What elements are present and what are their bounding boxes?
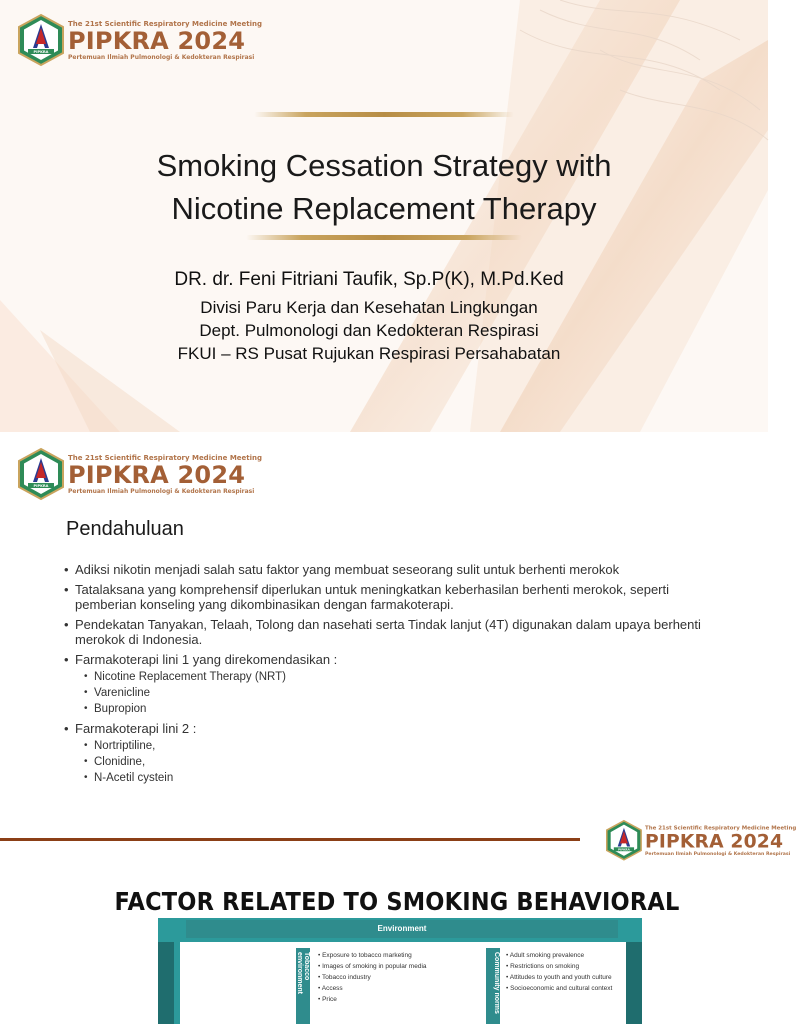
pipkra-badge-icon <box>18 14 64 66</box>
slide-title: FACTOR RELATED TO SMOKING BEHAVIORAL <box>114 887 680 916</box>
community-norms-label <box>486 948 500 1024</box>
diagram-body <box>180 942 626 1024</box>
pipkra-logo <box>18 448 262 500</box>
diagram-item: • Exposure to tobacco marketing <box>318 950 427 961</box>
logo-subtitle: Pertemuan Ilmiah Pulmonologi & Kedokteran Respirasi <box>68 53 255 61</box>
bullet-list <box>64 562 724 790</box>
logo-meeting-text: The 21st Scientific Respiratory Medicine Meeting <box>68 19 263 28</box>
tobacco-environment-label <box>296 948 310 1024</box>
sub-bullet-item: • Varenicline <box>64 685 724 701</box>
diagram-item: • Access <box>318 983 427 994</box>
sub-bullet-item: • N-Acetil cystein <box>64 770 724 786</box>
gold-divider-bottom <box>246 235 522 240</box>
tobacco-environment-list <box>318 950 427 1005</box>
diagram-header: Environment <box>186 920 618 938</box>
column-label: Tobacco environment <box>296 952 310 995</box>
affiliation-2: Dept. Pulmonologi dan Kedokteran Respirasi <box>199 321 539 340</box>
bullet-item: • Farmakoterapi lini 1 yang direkomendasikan : <box>64 652 724 667</box>
column-label: Community norms <box>493 952 500 1014</box>
environment-diagram <box>158 918 642 1024</box>
header-rule <box>0 838 580 841</box>
bullet-item: • Farmakoterapi lini 2 : <box>64 721 724 736</box>
title-line-1: Smoking Cessation Strategy with <box>156 148 612 183</box>
pipkra-badge-icon <box>18 448 64 500</box>
logo-name: PIPKRA 2024 <box>68 26 246 55</box>
logo-name: PIPKRA 2024 <box>68 460 246 489</box>
diagram-item: • Attitudes to youth and youth culture <box>506 972 612 983</box>
slide-heading: Pendahuluan <box>66 518 184 540</box>
sub-bullet-list <box>64 669 724 717</box>
community-norms-list <box>506 950 612 994</box>
sub-bullet-item: • Bupropion <box>64 701 724 717</box>
affiliation-1: Divisi Paru Kerja dan Kesehatan Lingkungan <box>200 298 538 317</box>
sub-bullet-list <box>64 738 724 786</box>
diagram-side-bar <box>158 942 174 1024</box>
affiliation-3: FKUI – RS Pusat Rujukan Respirasi Persahabatan <box>177 344 561 363</box>
sub-bullet-item: • Clonidine, <box>64 754 724 770</box>
sub-bullet-item: • Nicotine Replacement Therapy (NRT) <box>64 669 724 685</box>
factors-slide <box>0 824 796 1024</box>
gold-divider-top <box>254 112 514 117</box>
diagram-item: • Restrictions on smoking <box>506 961 612 972</box>
logo-meeting-text: The 21st Scientific Respiratory Medicine Meeting <box>68 453 263 462</box>
bullet-item: • Tatalaksana yang komprehensif diperlukan untuk meningkatkan keberhasilan berhenti merokok, seperti pemberian konseling yang dikombinasikan dengan farmakoterapi. <box>64 582 724 612</box>
bullet-item: • Adiksi nikotin menjadi salah satu faktor yang membuat seseorang sulit untuk berhenti merokok <box>64 562 724 577</box>
diagram-item: • Price <box>318 994 427 1005</box>
author-name: DR. dr. Feni Fitriani Taufik, Sp.P(K), M.Pd.Ked <box>174 269 564 290</box>
introduction-slide <box>0 432 768 832</box>
sub-bullet-item: • Nortriptiline, <box>64 738 724 754</box>
bullet-item: • Pendekatan Tanyakan, Telaah, Tolong dan nasehati serta Tindak lanjut (4T) digunakan dalam upaya berhenti merokok di Indonesia. <box>64 617 724 647</box>
title-line-2: Nicotine Replacement Therapy <box>171 191 597 226</box>
pipkra-badge-icon <box>606 820 642 861</box>
diagram-item: • Tobacco industry <box>318 972 427 983</box>
title-slide <box>0 0 768 432</box>
diagram-side-bar <box>626 942 642 1024</box>
pipkra-logo <box>606 820 796 861</box>
logo-subtitle: Pertemuan Ilmiah Pulmonologi & Kedokteran Respirasi <box>68 487 255 495</box>
logo-name: PIPKRA 2024 <box>645 829 784 852</box>
logo-meeting-text: The 21st Scientific Respiratory Medicine Meeting <box>645 824 796 831</box>
badge-text: PIPKRA <box>618 847 630 852</box>
diagram-item: • Socioeconomic and cultural context <box>506 983 612 994</box>
diagram-item: • Images of smoking in popular media <box>318 961 427 972</box>
badge-text: PIPKRA <box>33 484 49 489</box>
presentation-title <box>0 144 768 230</box>
logo-subtitle: Pertemuan Ilmiah Pulmonologi & Kedokteran Respirasi <box>645 850 791 857</box>
diagram-item: • Adult smoking prevalence <box>506 950 612 961</box>
badge-text: PIPKRA <box>33 50 49 55</box>
pipkra-logo <box>18 14 262 66</box>
